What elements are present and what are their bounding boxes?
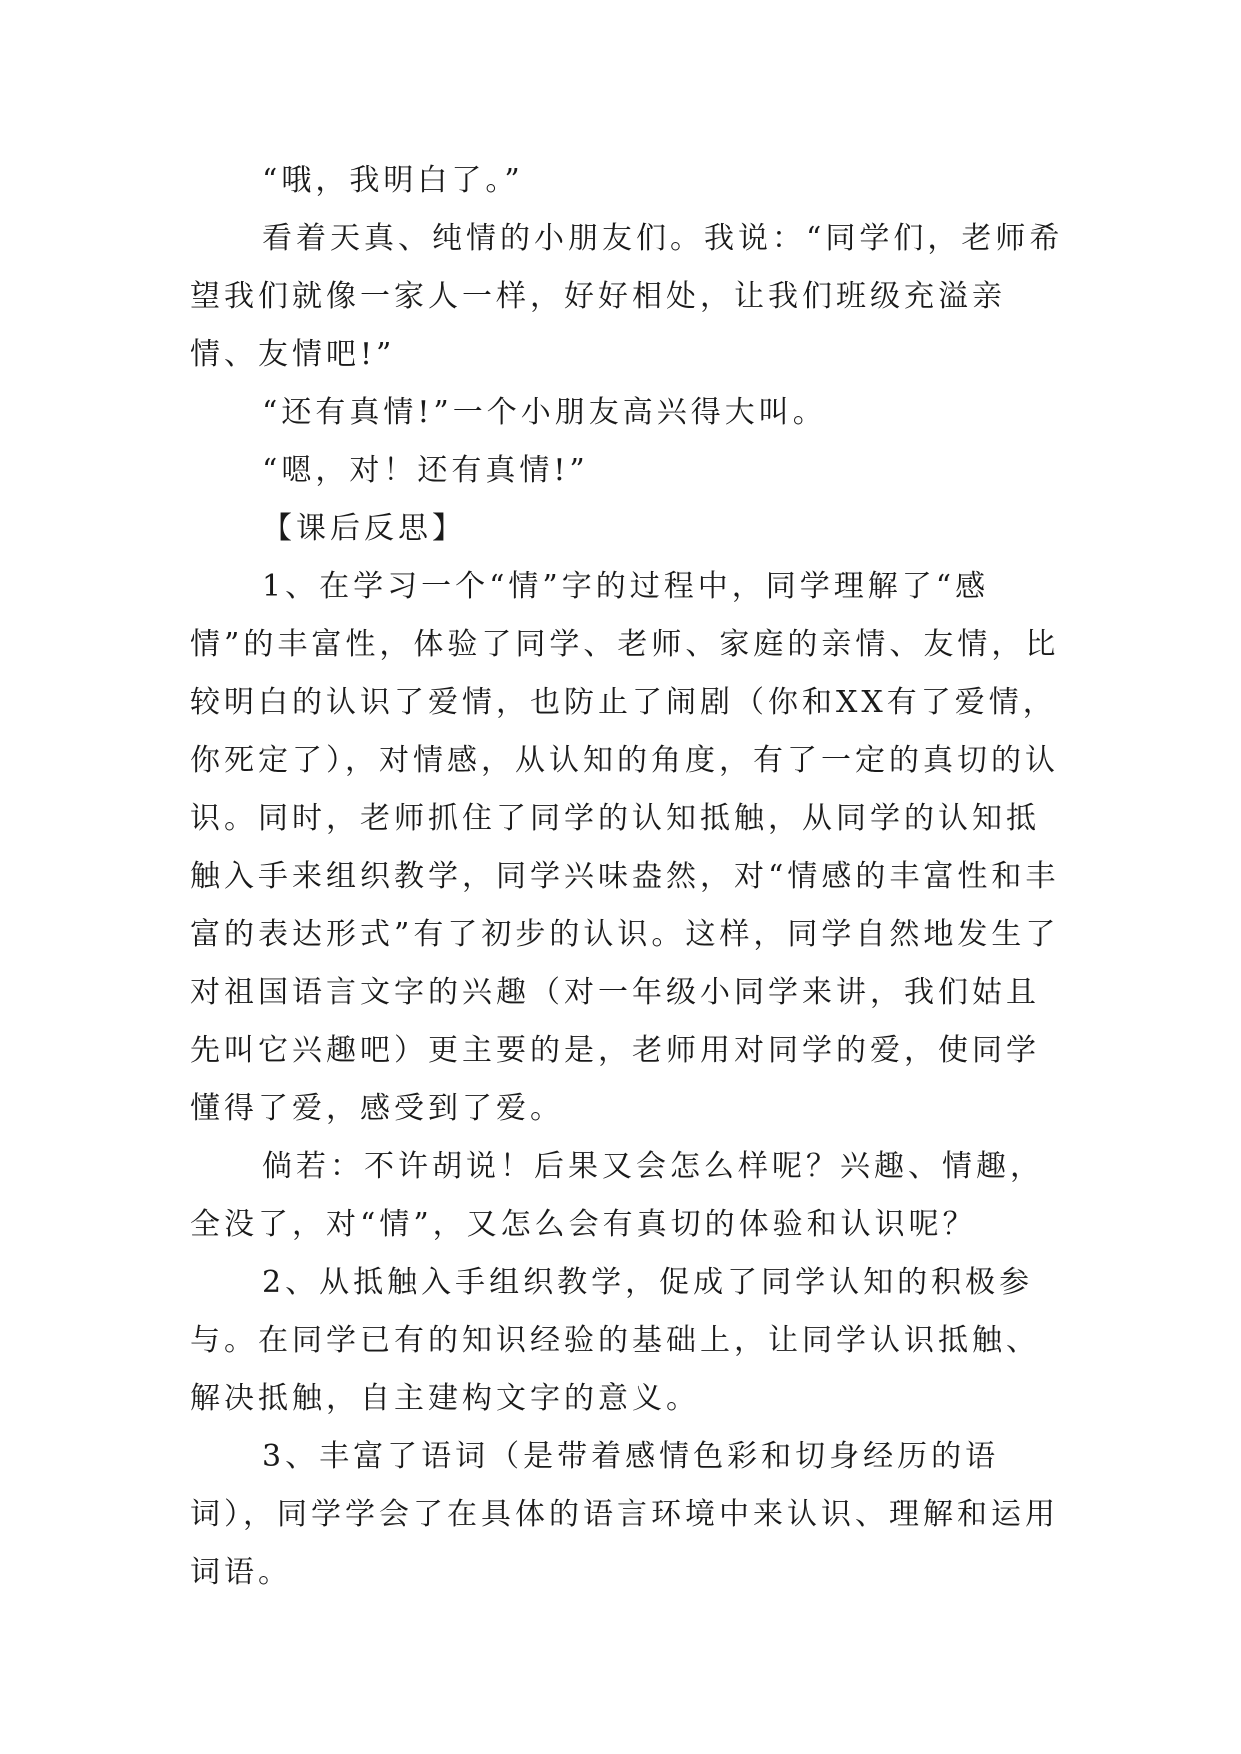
- section-heading-reflection: 【课后反思】: [262, 511, 466, 546]
- document-body: [190, 152, 1070, 1602]
- paragraph-if-not: 倘若：不许胡说！后果又会怎么样呢？兴趣、情趣，全没了，对“情”，又怎么会有真切的体验和认识呢？: [190, 1149, 1044, 1242]
- paragraph-reflection-2: 2、从抵触入手组织教学，促成了同学认知的积极参与。在同学已有的知识经验的基础上，让同学认识抵触、解决抵触，自主建构文字的意义。: [190, 1265, 1040, 1416]
- paragraph-reflection-1: 1、在学习一个“情”字的过程中，同学理解了“感情”的丰富性，体验了同学、老师、家庭的亲情、友情，比较明白的认识了爱情，也防止了闹剧（你和XX有了爱情，你死定了），对情感，从认知的角度，有了一定的真切的认识。同时，老师抓住了同学的认知抵触，从同学的认知抵触入手来组织教学，同学兴味盎然，对“情感的丰富性和丰富的表达形式”有了初步的认识。这样，同学自然地发生了对祖国语言文字的兴趣（对一年级小同学来讲，我们姑且先叫它兴趣吧）更主要的是，老师用对同学的爱，使同学懂得了爱，感受到了爱。: [190, 569, 1060, 1126]
- paragraph-reflection-3: 3、丰富了语词（是带着感情色彩和切身经历的语词），同学学会了在具体的语言环境中来认识、理解和运用词语。: [190, 1439, 1059, 1590]
- paragraph-agree: “嗯，对！还有真情!”: [262, 453, 589, 488]
- paragraph-teacher-hope: 看着天真、纯情的小朋友们。我说：“同学们，老师希望我们就像一家人一样，好好相处，让我们班级充溢亲情、友情吧!”: [190, 221, 1064, 372]
- paragraph-understood: “哦，我明白了。”: [262, 163, 524, 198]
- paragraph-true-feeling: “还有真情!”一个小朋友高兴得大叫。: [262, 395, 827, 430]
